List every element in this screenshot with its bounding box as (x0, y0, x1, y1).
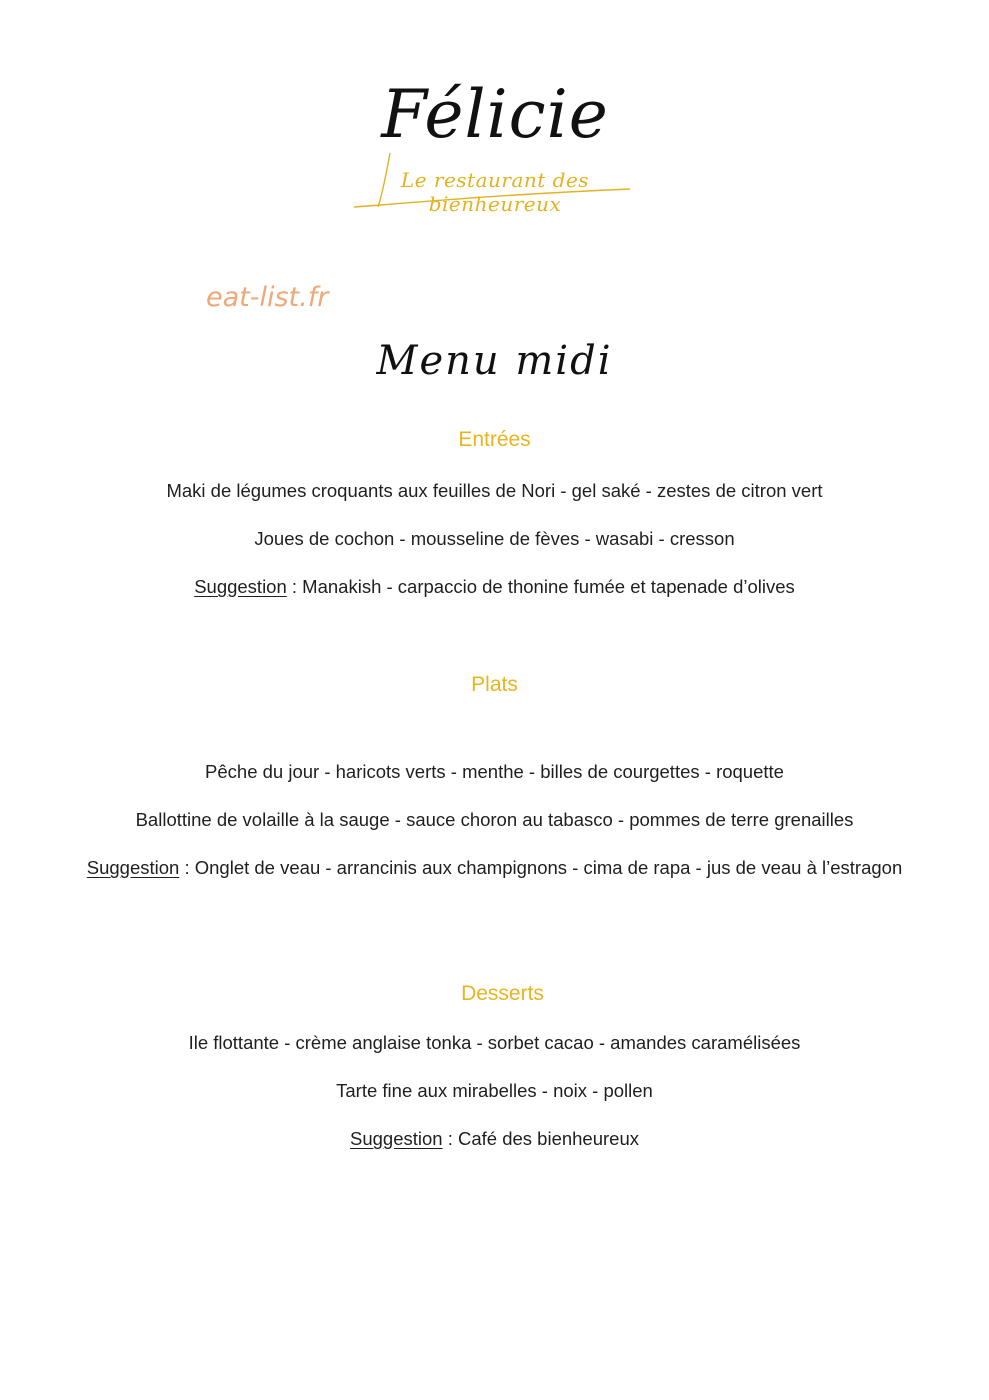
menu-item: Ballottine de volaille à la sauge - sauce choron au tabasco - pommes de terre grenailles (135, 809, 854, 830)
menu-item: Pêche du jour - haricots verts - menthe - billes de courgettes - roquette (205, 761, 784, 782)
section-title-plats: Plats (471, 673, 518, 696)
suggestion-label: Suggestion (349, 1128, 443, 1149)
suggestion-text: : Onglet de veau - arrancinis aux champignons - cima de rapa - jus de veau à l’estragon (179, 857, 903, 878)
menu-item: Ile flottante - crème anglaise tonka - sorbet cacao - amandes caramélisées (188, 1032, 801, 1053)
section-title-entrees: Entrées (458, 428, 531, 451)
menu-item: Maki de légumes croquants aux feuilles de Nori - gel saké - zestes de citron vert (166, 480, 823, 501)
suggestion-item (80, 1124, 909, 1153)
suggestion-text: : Café des bienheureux (442, 1128, 639, 1149)
logo-tagline: Le restaurant des bienheureux (400, 168, 590, 216)
suggestion-label: Suggestion (86, 857, 180, 878)
menu-item: Tarte fine aux mirabelles - noix - pollen (336, 1080, 653, 1101)
suggestion-text: : Manakish - carpaccio de thonine fumée et tapenade d’olives (286, 576, 795, 597)
section-title-desserts: Desserts (461, 982, 544, 1005)
menu-title: Menu midi (376, 338, 613, 384)
suggestion-item (80, 853, 909, 882)
logo-name: Félicie (381, 76, 609, 153)
suggestion-item (80, 572, 909, 601)
menu-item: Joues de cochon - mousseline de fèves - wasabi - cresson (254, 528, 735, 549)
restaurant-logo (340, 70, 650, 220)
watermark: eat-list.fr (206, 282, 329, 313)
suggestion-label: Suggestion (194, 576, 287, 597)
